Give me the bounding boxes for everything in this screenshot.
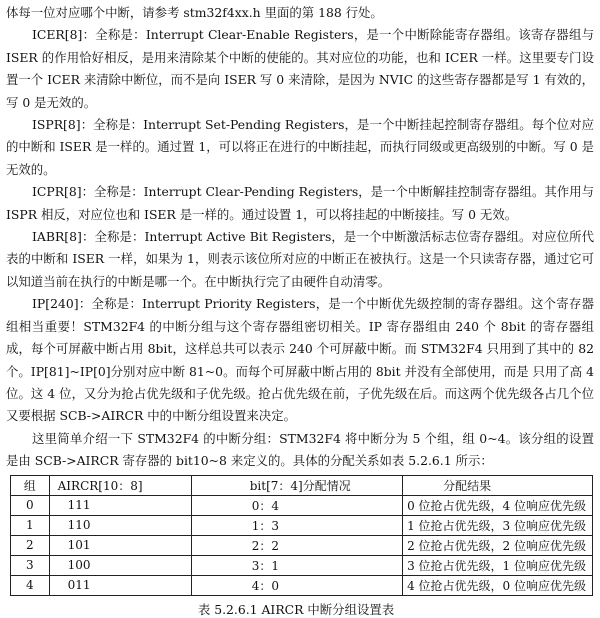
table-row (11, 495, 593, 515)
cell-group: 3 (11, 555, 50, 575)
header-group: 组 (11, 475, 50, 495)
cell-result: 3 位抢占优先级，1 位响应优先级 (403, 555, 593, 575)
header-result: 分配结果 (403, 475, 593, 495)
cell-bits: 0：4 (191, 495, 402, 515)
cell-group: 2 (11, 535, 50, 555)
cell-bits: 1：3 (191, 515, 402, 535)
header-aircr: AIRCR[10：8] (49, 475, 191, 495)
aircr-group-table (10, 475, 593, 596)
paragraph-icer: ICER[8]：全称是：Interrupt Clear-Enable Registers，是一个中断除能寄存器组。该寄存器组与 ISER 的作用恰好相反，是用来清除某个中断的使能的。其对应位的功能，也和 ICER 一样。这里要专门设置一个 ICER 来清除中断位，而不是向 ISER 写 0 来清除，是因为 NVIC 的这些寄存器都是写 1 有效的，写 0 是无效的。 (6, 27, 594, 110)
paragraph-intro: 体每一位对应哪个中断，请参考 stm32f4xx.h 里面的第 188 行处。 (6, 5, 383, 20)
table-row (11, 575, 593, 595)
cell-group: 4 (11, 575, 50, 595)
cell-result: 1 位抢占优先级，3 位响应优先级 (403, 515, 593, 535)
table-row (11, 515, 593, 535)
cell-bits: 3：1 (191, 555, 402, 575)
cell-result: 4 位抢占优先级，0 位响应优先级 (403, 575, 593, 595)
cell-aircr: 100 (49, 555, 191, 575)
table-row (11, 555, 593, 575)
cell-result: 0 位抢占优先级，4 位响应优先级 (403, 495, 593, 515)
paragraph-grouping: 这里简单介绍一下 STM32F4 的中断分组：STM32F4 将中断分为 5 个组，组 0~4。该分组的设置是由 SCB->AIRCR 寄存器的 bit10~8 来定义的。具体的分配关系如表 5.2.6.1 所示： (6, 430, 594, 469)
cell-bits: 2：2 (191, 535, 402, 555)
paragraph-ispr: ISPR[8]：全称是：Interrupt Set-Pending Registers，是一个中断挂起控制寄存器组。每个位对应的中断和 ISER 是一样的。通过置 1，可以将正在进行的中断挂起，而执行同级或更高级别的中断。写 0 是无效的。 (6, 117, 594, 177)
table-row (11, 535, 593, 555)
cell-group: 1 (11, 515, 50, 535)
paragraph-iabr: IABR[8]：全称是：Interrupt Active Bit Registers，是一个中断激活标志位寄存器组。对应位所代表的中断和 ISER 一样，如果为 1，则表示该位所对应的中断正在被执行。这是一个只读寄存器，通过它可以知道当前在执行的中断是哪一个。在中断执行完了由硬件自动清零。 (6, 229, 594, 289)
paragraph-ip: IP[240]：全称是：Interrupt Priority Registers，是一个中断优先级控制的寄存器组。这个寄存器组相当重要！STM32F4 的中断分组与这个寄存器组密切相关。IP 寄存器组由 240 个 8bit 的寄存器组成，每个可屏蔽中断占用 8bit，这样总共可以表示 240 个可屏蔽中断。而 STM32F4 只用到了其中的 82 个。IP[81]~IP[0]分别对应中断 81~0。而每个可屏蔽中断占用的 8bit 并没有全部使用，而是 只用了高 4 位。这 4 位，又分为抢占优先级和子优先级。抢占优先级在前，子优先级在后。而这两个优先级各占几个位又要根据 SCB->AIRCR 中的中断分组设置来决定。 (6, 296, 594, 424)
table-caption: 表 5.2.6.1 AIRCR 中断分组设置表 (197, 601, 395, 617)
cell-aircr: 101 (49, 535, 191, 555)
cell-result: 2 位抢占优先级，2 位响应优先级 (403, 535, 593, 555)
cell-group: 0 (11, 495, 50, 515)
cell-aircr: 110 (49, 515, 191, 535)
paragraph-icpr: ICPR[8]：全称是：Interrupt Clear-Pending Registers，是一个中断解挂控制寄存器组。其作用与 ISPR 相反，对应位也和 ISER 是一样的。通过设置 1，可以将挂起的中断接挂。写 0 无效。 (6, 184, 594, 222)
cell-bits: 4：0 (191, 575, 402, 595)
cell-aircr: 111 (49, 495, 191, 515)
cell-aircr: 011 (49, 575, 191, 595)
table-header-row (11, 475, 593, 495)
header-bit-allocation: bit[7：4]分配情况 (191, 475, 402, 495)
